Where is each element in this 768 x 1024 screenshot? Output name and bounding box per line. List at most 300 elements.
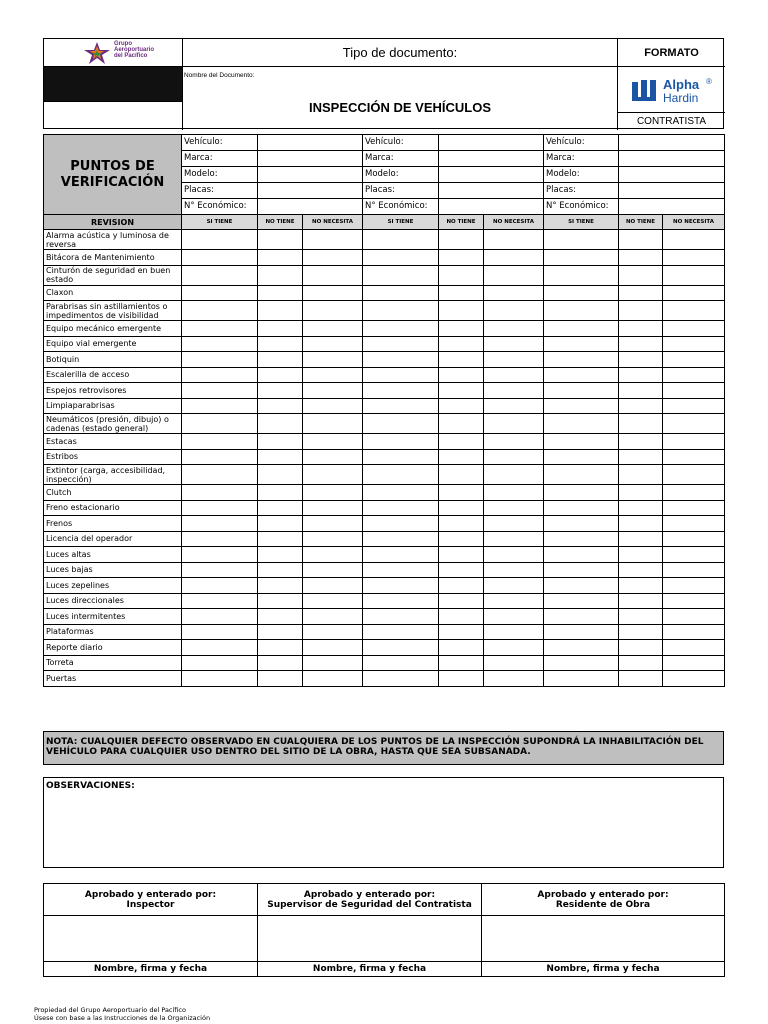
vehicle-field-input[interactable] [258, 199, 363, 215]
table-row [44, 640, 725, 656]
checklist-cell[interactable] [619, 593, 663, 609]
checklist-cell[interactable] [619, 449, 663, 465]
checklist-cell[interactable] [484, 321, 544, 337]
checklist-cell[interactable] [363, 562, 439, 578]
checklist-cell[interactable] [182, 624, 258, 640]
checklist-cell[interactable] [439, 547, 484, 563]
checklist-cell[interactable] [258, 516, 303, 532]
checklist-cell[interactable] [484, 285, 544, 301]
checklist-cell[interactable] [484, 383, 544, 399]
checklist-cell[interactable] [258, 671, 303, 687]
checklist-cell[interactable] [258, 383, 303, 399]
vehicle-field-input[interactable] [258, 183, 363, 199]
checklist-cell[interactable] [439, 516, 484, 532]
checklist-cell[interactable] [484, 500, 544, 516]
checklist-cell[interactable] [182, 655, 258, 671]
checklist-cell[interactable] [484, 578, 544, 594]
checklist-cell[interactable] [182, 398, 258, 414]
checklist-cell[interactable] [619, 434, 663, 450]
checklist-cell[interactable] [182, 336, 258, 352]
checklist-cell[interactable] [182, 609, 258, 625]
vehicle-field-input[interactable] [439, 183, 544, 199]
checklist-cell[interactable] [303, 367, 363, 383]
checklist-cell[interactable] [182, 547, 258, 563]
checklist-cell[interactable] [258, 485, 303, 501]
checklist-cell[interactable] [619, 285, 663, 301]
table-row [44, 547, 725, 563]
column-header: NO TIENE [258, 215, 303, 230]
vehicle-field-label: Vehículo: [544, 135, 619, 151]
checklist-cell[interactable] [439, 414, 484, 434]
vehicle-field-input[interactable] [439, 151, 544, 167]
checklist-cell[interactable] [619, 624, 663, 640]
checklist-cell[interactable] [484, 336, 544, 352]
checklist-cell[interactable] [544, 352, 619, 368]
checklist-cell[interactable] [544, 336, 619, 352]
checklist-item-label: Cinturón de seguridad en buen estado [44, 265, 182, 285]
checklist-cell[interactable] [544, 624, 619, 640]
checklist-cell[interactable] [258, 449, 303, 465]
checklist-cell[interactable] [619, 352, 663, 368]
checklist-cell[interactable] [439, 398, 484, 414]
checklist-cell[interactable] [619, 230, 663, 250]
checklist-cell[interactable] [182, 516, 258, 532]
checklist-cell[interactable] [182, 230, 258, 250]
checklist-cell[interactable] [363, 624, 439, 640]
checklist-cell[interactable] [303, 547, 363, 563]
checklist-cell[interactable] [484, 449, 544, 465]
vehicle-field-label: N° Económico: [182, 199, 258, 215]
checklist-cell[interactable] [619, 500, 663, 516]
checklist-cell[interactable] [439, 285, 484, 301]
checklist-cell[interactable] [484, 434, 544, 450]
checklist-cell[interactable] [258, 301, 303, 321]
vehicle-field-input[interactable] [258, 135, 363, 151]
checklist-cell[interactable] [544, 640, 619, 656]
checklist-cell[interactable] [182, 485, 258, 501]
checklist-cell[interactable] [663, 624, 725, 640]
checklist-cell[interactable] [484, 640, 544, 656]
checklist-cell[interactable] [484, 671, 544, 687]
checklist-cell[interactable] [484, 624, 544, 640]
vehicle-field-input[interactable] [619, 151, 725, 167]
checklist-cell[interactable] [182, 367, 258, 383]
checklist-cell[interactable] [663, 230, 725, 250]
checklist-cell[interactable] [303, 301, 363, 321]
checklist-cell[interactable] [363, 398, 439, 414]
checklist-cell[interactable] [439, 531, 484, 547]
checklist-cell[interactable] [544, 449, 619, 465]
checklist-cell[interactable] [619, 609, 663, 625]
checklist-cell[interactable] [258, 562, 303, 578]
checklist-cell[interactable] [663, 398, 725, 414]
checklist-cell[interactable] [544, 516, 619, 532]
checklist-cell[interactable] [303, 352, 363, 368]
checklist-cell[interactable] [619, 414, 663, 434]
checklist-cell[interactable] [619, 336, 663, 352]
checklist-cell[interactable] [619, 531, 663, 547]
checklist-cell[interactable] [258, 250, 303, 266]
checklist-cell[interactable] [619, 562, 663, 578]
checklist-cell[interactable] [182, 531, 258, 547]
checklist-cell[interactable] [544, 250, 619, 266]
checklist-cell[interactable] [439, 671, 484, 687]
vehicle-field-input[interactable] [439, 135, 544, 151]
checklist-cell[interactable] [303, 434, 363, 450]
checklist-cell[interactable] [439, 655, 484, 671]
checklist-cell[interactable] [363, 547, 439, 563]
checklist-cell[interactable] [484, 352, 544, 368]
checklist-cell[interactable] [303, 500, 363, 516]
checklist-cell[interactable] [663, 352, 725, 368]
checklist-cell[interactable] [484, 250, 544, 266]
table-row [44, 624, 725, 640]
checklist-cell[interactable] [258, 367, 303, 383]
checklist-cell[interactable] [544, 593, 619, 609]
checklist-cell[interactable] [303, 250, 363, 266]
checklist-cell[interactable] [303, 265, 363, 285]
checklist-cell[interactable] [484, 531, 544, 547]
vehicle-field-label: Placas: [363, 183, 439, 199]
checklist-item-label: Plataformas [44, 624, 182, 640]
table-row [44, 336, 725, 352]
checklist-cell[interactable] [484, 562, 544, 578]
checklist-cell[interactable] [363, 578, 439, 594]
vehicle-field-input[interactable] [439, 167, 544, 183]
checklist-cell[interactable] [619, 671, 663, 687]
checklist-cell[interactable] [303, 562, 363, 578]
checklist-cell[interactable] [363, 516, 439, 532]
checklist-cell[interactable] [663, 547, 725, 563]
checklist-cell[interactable] [663, 383, 725, 399]
vehicle-field-input[interactable] [258, 151, 363, 167]
checklist-cell[interactable] [544, 414, 619, 434]
checklist-cell[interactable] [619, 640, 663, 656]
checklist-cell[interactable] [619, 465, 663, 485]
checklist-cell[interactable] [663, 485, 725, 501]
checklist-cell[interactable] [484, 301, 544, 321]
checklist-cell[interactable] [303, 655, 363, 671]
table-row [44, 562, 725, 578]
checklist-cell[interactable] [363, 285, 439, 301]
checklist-cell[interactable] [619, 485, 663, 501]
checklist-cell[interactable] [182, 352, 258, 368]
checklist-cell[interactable] [439, 336, 484, 352]
signature-field-supervisor[interactable] [258, 916, 482, 962]
table-row [44, 321, 725, 337]
checklist-cell[interactable] [439, 265, 484, 285]
checklist-item-label: Extintor (carga, accesibilidad, inspección) [44, 465, 182, 485]
checklist-cell[interactable] [484, 465, 544, 485]
checklist-cell[interactable] [258, 500, 303, 516]
checklist-cell[interactable] [182, 578, 258, 594]
checklist-cell[interactable] [619, 265, 663, 285]
checklist-cell[interactable] [439, 449, 484, 465]
checklist-cell[interactable] [363, 449, 439, 465]
checklist-cell[interactable] [303, 593, 363, 609]
checklist-cell[interactable] [363, 465, 439, 485]
checklist-cell[interactable] [303, 336, 363, 352]
checklist-cell[interactable] [544, 321, 619, 337]
checklist-cell[interactable] [303, 398, 363, 414]
checklist-cell[interactable] [363, 414, 439, 434]
checklist-cell[interactable] [439, 578, 484, 594]
checklist-cell[interactable] [439, 321, 484, 337]
checklist-cell[interactable] [544, 465, 619, 485]
checklist-cell[interactable] [363, 230, 439, 250]
checklist-cell[interactable] [619, 516, 663, 532]
checklist-cell[interactable] [303, 531, 363, 547]
checklist-cell[interactable] [663, 609, 725, 625]
checklist-cell[interactable] [439, 562, 484, 578]
checklist-cell[interactable] [258, 352, 303, 368]
checklist-cell[interactable] [484, 230, 544, 250]
checklist-cell[interactable] [182, 671, 258, 687]
checklist-cell[interactable] [439, 250, 484, 266]
checklist-cell[interactable] [258, 285, 303, 301]
checklist-cell[interactable] [363, 531, 439, 547]
checklist-item-label: Escalerilla de acceso [44, 367, 182, 383]
checklist-cell[interactable] [544, 265, 619, 285]
checklist-cell[interactable] [303, 465, 363, 485]
checklist-cell[interactable] [484, 398, 544, 414]
checklist-cell[interactable] [182, 301, 258, 321]
checklist-item-label: Frenos [44, 516, 182, 532]
checklist-cell[interactable] [439, 624, 484, 640]
checklist-cell[interactable] [303, 640, 363, 656]
checklist-cell[interactable] [303, 609, 363, 625]
checklist-cell[interactable] [619, 655, 663, 671]
checklist-cell[interactable] [182, 562, 258, 578]
checklist-cell[interactable] [303, 383, 363, 399]
checklist-cell[interactable] [363, 640, 439, 656]
table-row [44, 449, 725, 465]
table-row [44, 414, 725, 434]
checklist-cell[interactable] [363, 671, 439, 687]
checklist-cell[interactable] [303, 485, 363, 501]
checklist-cell[interactable] [303, 230, 363, 250]
checklist-cell[interactable] [663, 336, 725, 352]
checklist-cell[interactable] [544, 434, 619, 450]
vehicle-field-input[interactable] [619, 199, 725, 215]
observaciones-box[interactable] [43, 777, 724, 868]
checklist-cell[interactable] [363, 301, 439, 321]
signature-field-residente[interactable] [482, 916, 725, 962]
checklist-cell[interactable] [439, 434, 484, 450]
vehicle-field-label: N° Económico: [544, 199, 619, 215]
checklist-cell[interactable] [663, 285, 725, 301]
checklist-cell[interactable] [439, 230, 484, 250]
checklist-cell[interactable] [484, 547, 544, 563]
checklist-cell[interactable] [619, 383, 663, 399]
checklist-cell[interactable] [484, 414, 544, 434]
checklist-cell[interactable] [484, 265, 544, 285]
checklist-cell[interactable] [484, 516, 544, 532]
checklist-cell[interactable] [363, 250, 439, 266]
checklist-cell[interactable] [303, 624, 363, 640]
checklist-cell[interactable] [363, 265, 439, 285]
checklist-cell[interactable] [663, 414, 725, 434]
checklist-cell[interactable] [663, 593, 725, 609]
checklist-cell[interactable] [663, 562, 725, 578]
checklist-cell[interactable] [544, 531, 619, 547]
table-row [44, 671, 725, 687]
checklist-cell[interactable] [544, 367, 619, 383]
checklist-cell[interactable] [182, 593, 258, 609]
signature-header-residente: Aprobado y enterado por: Residente de Obra [482, 884, 725, 916]
checklist-cell[interactable] [363, 434, 439, 450]
checklist-cell[interactable] [182, 265, 258, 285]
checklist-cell[interactable] [544, 301, 619, 321]
revision-header: REVISION [44, 215, 182, 230]
checklist-cell[interactable] [363, 367, 439, 383]
checklist-cell[interactable] [182, 414, 258, 434]
checklist-cell[interactable] [663, 578, 725, 594]
vehicle-field-input[interactable] [619, 167, 725, 183]
checklist-cell[interactable] [303, 671, 363, 687]
checklist-cell[interactable] [363, 593, 439, 609]
checklist-item-label: Freno estacionario [44, 500, 182, 516]
checklist-cell[interactable] [258, 265, 303, 285]
checklist-cell[interactable] [439, 367, 484, 383]
checklist-cell[interactable] [182, 465, 258, 485]
checklist-cell[interactable] [182, 383, 258, 399]
checklist-cell[interactable] [663, 265, 725, 285]
checklist-cell[interactable] [544, 500, 619, 516]
checklist-cell[interactable] [303, 321, 363, 337]
checklist-cell[interactable] [258, 336, 303, 352]
checklist-cell[interactable] [484, 367, 544, 383]
checklist-cell[interactable] [663, 516, 725, 532]
checklist-cell[interactable] [544, 485, 619, 501]
checklist-cell[interactable] [182, 640, 258, 656]
checklist-cell[interactable] [182, 500, 258, 516]
checklist-cell[interactable] [303, 578, 363, 594]
checklist-cell[interactable] [258, 230, 303, 250]
checklist-cell[interactable] [544, 562, 619, 578]
checklist-cell[interactable] [544, 609, 619, 625]
checklist-cell[interactable] [363, 485, 439, 501]
checklist-cell[interactable] [303, 449, 363, 465]
checklist-cell[interactable] [258, 655, 303, 671]
checklist-cell[interactable] [619, 398, 663, 414]
checklist-cell[interactable] [258, 414, 303, 434]
checklist-cell[interactable] [484, 593, 544, 609]
checklist-cell[interactable] [619, 250, 663, 266]
table-row [44, 485, 725, 501]
checklist-cell[interactable] [303, 414, 363, 434]
checklist-cell[interactable] [544, 547, 619, 563]
checklist-cell[interactable] [258, 640, 303, 656]
checklist-cell[interactable] [663, 531, 725, 547]
checklist-cell[interactable] [439, 383, 484, 399]
checklist-cell[interactable] [439, 485, 484, 501]
checklist-cell[interactable] [363, 336, 439, 352]
checklist-cell[interactable] [182, 285, 258, 301]
checklist-cell[interactable] [663, 449, 725, 465]
checklist-cell[interactable] [363, 655, 439, 671]
checklist-cell[interactable] [303, 285, 363, 301]
checklist-cell[interactable] [363, 500, 439, 516]
checklist-cell[interactable] [258, 624, 303, 640]
checklist-cell[interactable] [258, 465, 303, 485]
checklist-cell[interactable] [258, 434, 303, 450]
checklist-cell[interactable] [663, 434, 725, 450]
checklist-item-label: Licencia del operador [44, 531, 182, 547]
checklist-cell[interactable] [258, 609, 303, 625]
checklist-cell[interactable] [439, 640, 484, 656]
checklist-cell[interactable] [439, 465, 484, 485]
checklist-cell[interactable] [544, 578, 619, 594]
checklist-cell[interactable] [258, 578, 303, 594]
checklist-cell[interactable] [182, 434, 258, 450]
checklist-cell[interactable] [663, 301, 725, 321]
checklist-cell[interactable] [258, 593, 303, 609]
checklist-cell[interactable] [439, 352, 484, 368]
checklist-cell[interactable] [663, 655, 725, 671]
checklist-cell[interactable] [182, 449, 258, 465]
checklist-cell[interactable] [544, 398, 619, 414]
checklist-cell[interactable] [663, 250, 725, 266]
checklist-cell[interactable] [663, 671, 725, 687]
checklist-cell[interactable] [439, 609, 484, 625]
checklist-cell[interactable] [619, 321, 663, 337]
checklist-item-label: Reporte diario [44, 640, 182, 656]
checklist-cell[interactable] [363, 321, 439, 337]
checklist-cell[interactable] [439, 593, 484, 609]
checklist-cell[interactable] [544, 285, 619, 301]
vehicle-field-input[interactable] [439, 199, 544, 215]
checklist-cell[interactable] [544, 383, 619, 399]
checklist-cell[interactable] [663, 465, 725, 485]
checklist-cell[interactable] [182, 321, 258, 337]
checklist-cell[interactable] [484, 609, 544, 625]
checklist-cell[interactable] [484, 655, 544, 671]
checklist-cell[interactable] [663, 321, 725, 337]
vehicle-field-input[interactable] [258, 167, 363, 183]
vehicle-field-input[interactable] [619, 183, 725, 199]
checklist-cell[interactable] [663, 640, 725, 656]
checklist-cell[interactable] [663, 500, 725, 516]
checklist-cell[interactable] [303, 516, 363, 532]
checklist-cell[interactable] [258, 398, 303, 414]
checklist-cell[interactable] [182, 250, 258, 266]
checklist-cell[interactable] [258, 321, 303, 337]
table-row [44, 398, 725, 414]
signature-field-inspector[interactable] [44, 916, 258, 962]
checklist-cell[interactable] [363, 609, 439, 625]
checklist-cell[interactable] [544, 655, 619, 671]
checklist-cell[interactable] [363, 352, 439, 368]
checklist-cell[interactable] [619, 547, 663, 563]
checklist-cell[interactable] [363, 383, 439, 399]
checklist-cell[interactable] [544, 230, 619, 250]
checklist-cell[interactable] [619, 578, 663, 594]
checklist-cell[interactable] [439, 500, 484, 516]
signature-header-inspector: Aprobado y enterado por: Inspector [44, 884, 258, 916]
checklist-cell[interactable] [544, 671, 619, 687]
checklist-cell[interactable] [663, 367, 725, 383]
checklist-cell[interactable] [619, 301, 663, 321]
vehicle-field-label: N° Económico: [363, 199, 439, 215]
checklist-cell[interactable] [258, 531, 303, 547]
vehicle-field-input[interactable] [619, 135, 725, 151]
checklist-cell[interactable] [258, 547, 303, 563]
checklist-cell[interactable] [619, 367, 663, 383]
checklist-cell[interactable] [484, 485, 544, 501]
checklist-cell[interactable] [439, 301, 484, 321]
checklist-item-label: Luces bajas [44, 562, 182, 578]
